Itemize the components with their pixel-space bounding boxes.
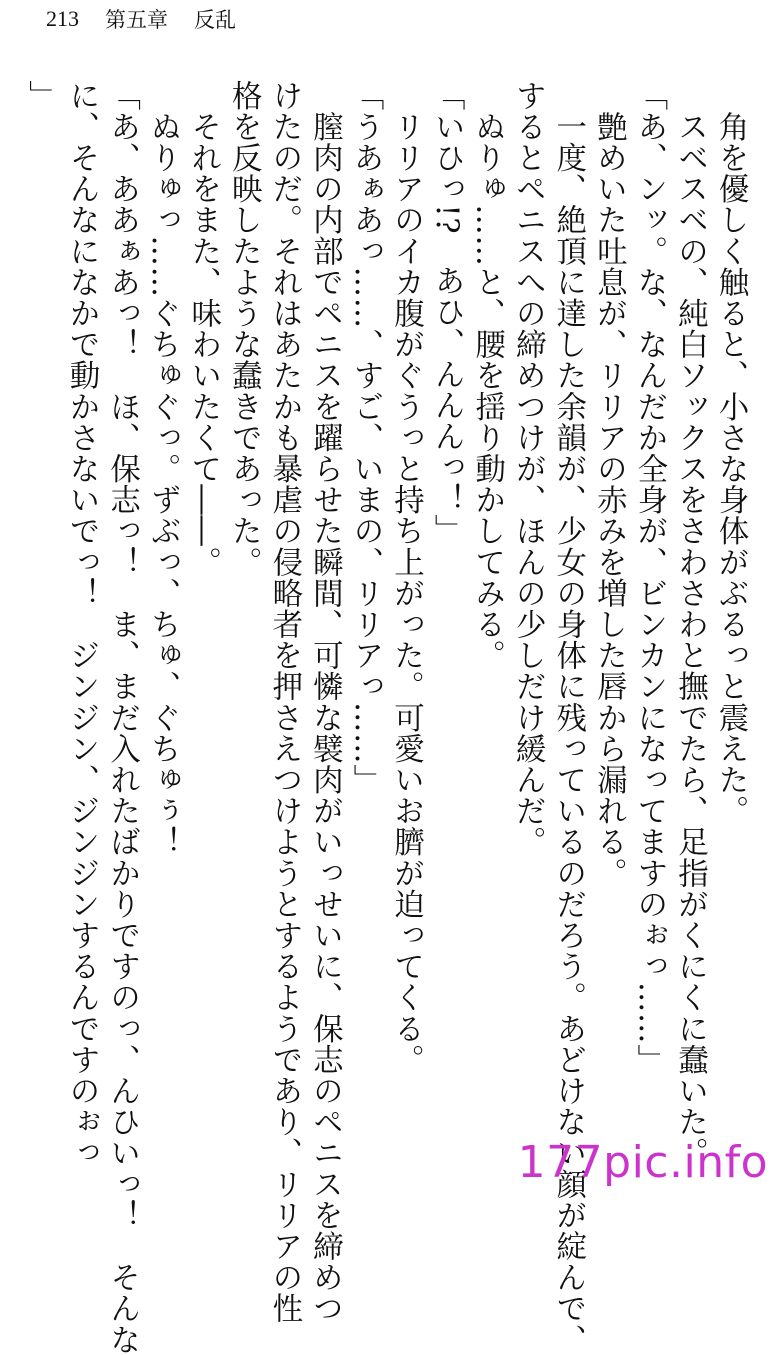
text-line: 格を反映したような蠢きであった。 [226,80,262,578]
text-line: 「あ、ああぁあっ！ ほ、保志っ！ ま、まだ入れたばかりですのっ、んひいっ！ そんな [104,80,140,1355]
text-line: リリアのイカ腹がぐうっと持ち上がった。可愛いお臍が迫ってくる。 [388,80,424,1076]
watermark: 177pic.info [517,1137,768,1188]
text-line: けたのだ。それはあたかも暴虐の侵略者を押さえつけようとするようであり、リリアの性 [266,80,302,1324]
chapter-title: 反乱 [194,8,236,32]
text-line: 」 [23,80,59,112]
text-line: 「あ、ンッ。な、なんだか全身が、ビンカンになってますのぉっ……」 [631,80,667,1076]
text-line: 一度、絶頂に達した余韻が、少女の身体に残っているのだろう。あどけない顔が綻んで、 [550,80,586,1355]
text-line: スベスベの、純白ソックスをさわさわと撫でたら、足指がくにくに蠢いた。 [672,80,708,1169]
text-line: するとペニスへの締めつけが、ほんの少しだけ緩んだ。 [510,80,546,858]
text-line: に、そんなになかで動かさないでっ！ ジンジン、ジンジンするんですのぉっ [64,80,99,1169]
page-header [46,4,236,34]
text-line: 「うあぁあっ……、すご、いまの、リリアっ……」 [347,80,383,796]
page-number: 213 [46,6,79,31]
text-line: 「いひっ!? あひ、んんんっ！」 [429,80,465,546]
text-line: ぬりゅっ……ぐちゅぐっ。ずぶっ、ちゅ、ぐちゅぅ！ [145,80,181,858]
text-line: 角を優しく触ると、小さな身体がぶるっと震えた。 [713,80,748,827]
text-line: それをまた、味わいたくて――。 [185,80,221,578]
text-line: ぬりゅ……と、腰を揺り動かしてみる。 [469,80,505,671]
text-line: 艶めいた吐息が、リリアの赤みを増した唇から漏れる。 [591,80,627,889]
chapter-number: 第五章 [105,8,168,32]
text-line: 膣肉の内部でペニスを躍らせた瞬間、可憐な襞肉がいっせいに、保志のペニスを締めつ [307,80,343,1324]
